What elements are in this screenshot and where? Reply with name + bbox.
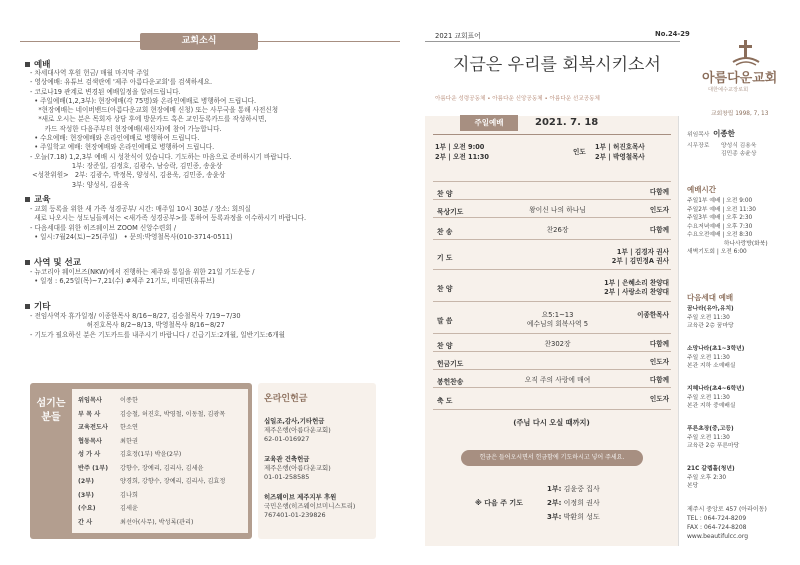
section-heading-mission: 사역 및 선교 [25, 256, 81, 268]
order-divider [433, 269, 671, 270]
news-page [20, 8, 400, 558]
server-role: 간 사 [78, 518, 93, 526]
online-account-bank: 제주은행(아름다운교회) [264, 426, 331, 434]
server-row [78, 395, 138, 404]
server-names: 최한권 [120, 437, 138, 445]
order-divider [433, 387, 671, 388]
server-row [78, 436, 138, 445]
section-body-education [30, 205, 306, 242]
order-item-text: 찬26장 [546, 226, 569, 234]
invocation-label: 인도 [573, 148, 586, 156]
online-account [264, 455, 331, 482]
section-heading-education: 교육 [25, 193, 50, 205]
next-gen-detail: 주일 오후 2:30 본당 [687, 474, 727, 489]
order-item-text: 왕이신 나의 하나님 [529, 206, 586, 214]
founded-date: 교회창립 1998, 7, 13 [711, 111, 769, 117]
next-prayer-part: 3부: [547, 513, 562, 521]
news-line-item: - 오늘(7.18) 1,2,3부 예배 시 성찬식이 있습니다. 기도하는 마음으로 준비하시기 바랍니다. [30, 152, 292, 161]
order-item-lead: 인도자 [649, 358, 669, 366]
next-prayer-row [547, 512, 600, 522]
news-line-item: • 일정 : 6,25일(목)~7,21(수) #제주 21기도, 비대면(유튜브) [30, 277, 215, 286]
online-account-number: 62-01-016927 [264, 435, 310, 443]
server-names: 김나희 [120, 491, 138, 499]
server-names: 이종한 [120, 397, 138, 404]
server-role: (수요) [78, 505, 96, 512]
next-gen-name: 21C 갈렙홀(청년) [687, 466, 735, 472]
next-gen-detail: 주일 오전 11:30 본관 지하 중예배실 [687, 394, 736, 409]
order-item-lead: 다함께 [649, 340, 669, 348]
church-contact: 제주시 중앙로 457 (아라이동) TEL : 064-724-8209 FAX : 064-724-8208 www.beautifulcc.org [687, 506, 767, 540]
section-body-worship [30, 69, 292, 190]
closing-note: (주님 다시 오실 때까지) [513, 418, 590, 427]
bullet-icon [25, 260, 30, 265]
server-names: 최선아(사무), 박성록(관리) [120, 518, 194, 526]
worship-times-title: 예배시간 [687, 185, 716, 194]
church-cross-icon [731, 40, 761, 66]
header-divider [425, 41, 680, 42]
worship-time-item: 하나사랑방(화북) [687, 240, 768, 247]
worship-time-item: 주일3부 예배 | 오후 2:30 [687, 215, 753, 221]
news-line-item: *현장예배는 네이버밴드(아름다운교회 현장예배 신청) 또는 사무국을 통해 사전신청 [30, 106, 279, 115]
order-item-name: 찬 양 [437, 285, 453, 293]
issue-number: No.24-29 [655, 30, 690, 38]
news-line-item: 카드 작성한 다음주부터 현장예배(새신자)에 참여 가능합니다. [30, 124, 222, 133]
sidebar-divider [678, 116, 679, 546]
order-item-name: 헌금기도 [437, 360, 464, 368]
online-offering-title: 온라인헌금 [264, 394, 308, 404]
section-body-etc [30, 312, 285, 340]
server-row [78, 503, 138, 512]
next-gen-title: 다음세대 예배 [687, 293, 734, 302]
news-line-item: - 영상예배: 유튜브 검색란에 '제주 아름다운교회'를 검색하세요. [30, 78, 213, 87]
online-offering-box [258, 383, 376, 539]
service-time-1: 1부 | 오전 9:00 [435, 143, 485, 151]
server-role: 협동목사 [78, 437, 102, 445]
order-item-name: 기 도 [437, 254, 453, 262]
servers-title: 섬기는 분들 [36, 398, 66, 423]
section-heading-worship: 예배 [25, 58, 50, 70]
news-title: 교회소식 [140, 33, 258, 50]
news-line-item: - 전임사역자 휴가일정/ 이종한목사 8/16~8/27, 김승철목사 7/19~7/30 [30, 312, 241, 320]
next-gen-item [687, 385, 744, 411]
order-item-lead: 1부 | 은혜소리 찬양대 2부 | 사랑소리 찬양대 [604, 279, 669, 296]
denomination: 대한예수교장로회 [708, 87, 749, 93]
next-gen-detail: 주일 오전 11:30 본관 지하 소예배실 [687, 354, 736, 369]
staff-elders: 시무장로 [687, 143, 710, 149]
invocation-2: 2부 | 박영철목사 [595, 153, 645, 161]
next-gen-name: 푸른초장(중,고등) [687, 426, 734, 432]
news-line-item: - 교회 등록을 위한 새 가족 성경공부/ 시간: 매주일 10시 30분 / 장소: 회의실 [30, 205, 251, 213]
order-item-lead: 인도자 [649, 395, 669, 403]
online-account-name: 교육관 건축헌금 [264, 455, 310, 463]
next-prayer-row [547, 484, 600, 494]
online-account-bank: 국민은행(히즈웨이브미니스트리) [264, 502, 356, 510]
worship-time-item: 새벽기도회 | 오전 6:00 [687, 249, 747, 255]
server-role: 부 목 사 [78, 410, 101, 418]
order-item-lead: 다함께 [649, 376, 669, 384]
order-item-name: 찬 양 [437, 190, 453, 198]
server-row [78, 463, 204, 472]
order-item-name: 찬 양 [437, 342, 453, 350]
next-prayer-name: 박환희 성도 [563, 513, 600, 521]
section-heading-etc: 기타 [25, 300, 50, 312]
server-row [78, 517, 193, 526]
server-names: 김효정(1부) 박윤(2부) [120, 451, 182, 458]
server-row [78, 490, 138, 499]
server-row [78, 409, 225, 418]
order-item-text: 찬302장 [544, 340, 571, 348]
next-prayer-name: 이정희 권사 [563, 499, 600, 507]
order-divider [433, 301, 671, 302]
order-divider [433, 181, 671, 182]
order-item-lead: 인도자 [649, 206, 669, 214]
news-line-item: <성찬위원> 2부: 김광수, 박정목, 양성식, 김용욱, 김민종, 송윤상 [30, 171, 226, 180]
next-gen-item [687, 305, 734, 331]
online-account-number: 01-01-258585 [264, 473, 310, 481]
next-gen-item [687, 345, 744, 371]
server-names: 김승철, 허진호, 박영철, 이동철, 김광목 [120, 410, 226, 418]
order-item-name: 축 도 [437, 397, 453, 405]
server-names: 강향수, 장예리, 김리사, 김세윤 [120, 464, 204, 472]
next-prayer-name: 김윤중 집사 [563, 485, 600, 493]
server-role: (2부) [78, 478, 94, 485]
server-role: 위임목사 [78, 397, 102, 404]
server-role: 교육전도사 [78, 424, 108, 431]
next-gen-item [687, 425, 739, 451]
order-divider [433, 409, 671, 410]
next-prayer-part: 1부: [547, 485, 562, 493]
worship-time-item: 수요오전예배 | 오전 8:30 [687, 232, 753, 238]
motto-title: 지금은 우리를 회복시키소서 [453, 55, 661, 75]
worship-time-item: 주일2부 예배 | 오전 11:30 [687, 206, 756, 213]
news-line-item: - 다음세대를 위한 히즈웨이브 ZOOM 신앙수련회 / [30, 223, 177, 232]
order-item-text: 요5:1~13 예수님의 회복사역 5 [526, 311, 589, 328]
news-line-item: • 주일학교 예배: 현장예배와 온라인예배로 병행하여 드립니다. [30, 143, 215, 152]
offering-note: 헌금은 들어오시면서 헌금함에 기도하시고 넣어 주세요. [461, 450, 643, 466]
next-gen-name: 지혜나라(초4~6학년) [687, 386, 745, 392]
news-line-item: - 코로나19 관계로 변경된 예배일정을 알려드립니다. [30, 87, 181, 96]
section-body-mission [30, 268, 255, 287]
server-role: 성 가 사 [78, 451, 101, 458]
bullet-icon [25, 62, 30, 67]
worship-time-item: 주일1부 예배 | 오전 9:00 [687, 198, 753, 204]
next-gen-detail: 주일 오전 11:30 교육관 2층 푸른마당 [687, 434, 740, 449]
news-line-item: 3부: 양성식, 김용욱 [30, 180, 130, 189]
order-divider [433, 217, 671, 218]
online-account [264, 417, 331, 444]
staff-elders-names: 양성식 김용욱 김민종 송윤상 [721, 143, 757, 157]
order-item-lead: 1부 | 김경자 권사 2부 | 김민정A 권사 [611, 248, 669, 265]
news-line-item: - 차세대사역 후원 헌금/ 매월 마지막 주일 [30, 69, 150, 77]
order-item-name: 묵상기도 [437, 208, 464, 216]
order-item-lead: 이종한목사 [637, 311, 669, 319]
next-gen-name: 소망나라(초1~3학년) [687, 346, 745, 352]
next-gen-name: 꿈나라(유아,유치) [687, 306, 734, 312]
next-gen-detail: 주일 오전 11:30 교육관 2층 꿈마당 [687, 314, 734, 329]
order-item-name: 봉헌찬송 [437, 378, 464, 386]
news-line-item: *새로 오시는 분은 목회자 상담 후에 방문카드 혹은 교인등록카드를 작성하시면, [30, 115, 267, 124]
next-prayer-row [547, 498, 600, 508]
bullet-icon [25, 304, 30, 309]
news-line-item: 허진호목사 8/2~8/13, 박영철목사 8/16~8/27 [30, 321, 225, 330]
order-divider [433, 351, 671, 352]
server-row [78, 449, 181, 458]
news-line-item: • 일시:7월24(토)~25(주일) • 문의:박영철목사(010-3714-0511) [30, 232, 233, 241]
server-row [78, 476, 225, 485]
next-prayer-label: ※ 다음 주 기도 [475, 499, 523, 507]
invocation-1: 1부 | 허진호목사 [595, 143, 645, 151]
next-prayer-part: 2부: [547, 499, 562, 507]
bullet-icon [25, 197, 30, 202]
order-divider [433, 369, 671, 370]
news-line-item: 1부: 장준일, 김정호, 김광수, 남승락, 김민종, 송윤상 [30, 161, 223, 170]
news-line-item: • 주일예배(1,2,3부): 현장예배(각 75명)와 온라인예배로 병행하여 드립니다. [30, 96, 257, 105]
server-names: 한소연 [120, 424, 138, 431]
online-account [264, 493, 355, 520]
bulletin-label: 2021 교회표어 [435, 32, 481, 40]
servers-box [30, 383, 252, 539]
order-item-lead: 다함께 [649, 226, 669, 234]
news-line-item: - 뉴코리아 웨이브즈(NKW)에서 진행하는 제주와 통일을 위한 21일 기도운동 / [30, 268, 255, 276]
server-names: 양경희, 강향수, 장예리, 김리사, 김효정 [120, 478, 226, 485]
worship-divider [433, 134, 671, 135]
online-account-name: 히즈웨이브 제주지부 후원 [264, 493, 337, 501]
bulletin-page [425, 8, 785, 558]
servers-list [72, 389, 248, 533]
news-line-item: - 기도가 필요하신 분은 기도카드를 내주시기 바랍니다 / 긴급기도:2개월, 일반기도:6개월 [30, 330, 285, 339]
staff-senior: 위임목사 이종한 [687, 129, 735, 138]
server-role: (3부) [78, 491, 94, 499]
worship-date: 2021. 7. 18 [535, 117, 599, 128]
next-gen-item [687, 465, 735, 491]
server-row [78, 422, 138, 431]
church-name: 아름다운교회 [702, 71, 778, 86]
online-account-bank: 제주은행(아름다운교회) [264, 464, 331, 472]
order-item-lead: 다함께 [649, 188, 669, 196]
order-item-text: 오직 주의 사랑에 매여 [524, 376, 591, 384]
order-divider [433, 199, 671, 200]
server-names: 김세윤 [120, 505, 138, 512]
order-divider [433, 333, 671, 334]
online-account-number: 767401-01-239826 [264, 511, 326, 519]
server-role: 반주 (1부) [78, 464, 109, 472]
worship-tab: 주일예배 [460, 115, 518, 131]
worship-time-item: 수요저녁예배 | 오후 7:30 [687, 223, 753, 230]
service-time-2: 2부 | 오전 11:30 [435, 153, 489, 161]
worship-times-list [687, 197, 768, 257]
tagline: 아름다운 성령공동체 • 아름다운 신앙공동체 • 아름다운 선교공동체 [435, 96, 600, 102]
order-divider [433, 239, 671, 240]
news-line-item: 새로 나오시는 성도님들께서는 <새가족 성경공부>를 통하여 등록과정을 이수하시기 바랍니다. [30, 214, 307, 223]
online-account-name: 십일조,감사,기타헌금 [264, 417, 325, 425]
order-item-name: 말 씀 [437, 317, 453, 325]
order-item-name: 찬 송 [437, 228, 453, 236]
news-line-item: • 수요예배: 현장예배와 온라인예배로 병행하여 드립니다. [30, 134, 200, 143]
